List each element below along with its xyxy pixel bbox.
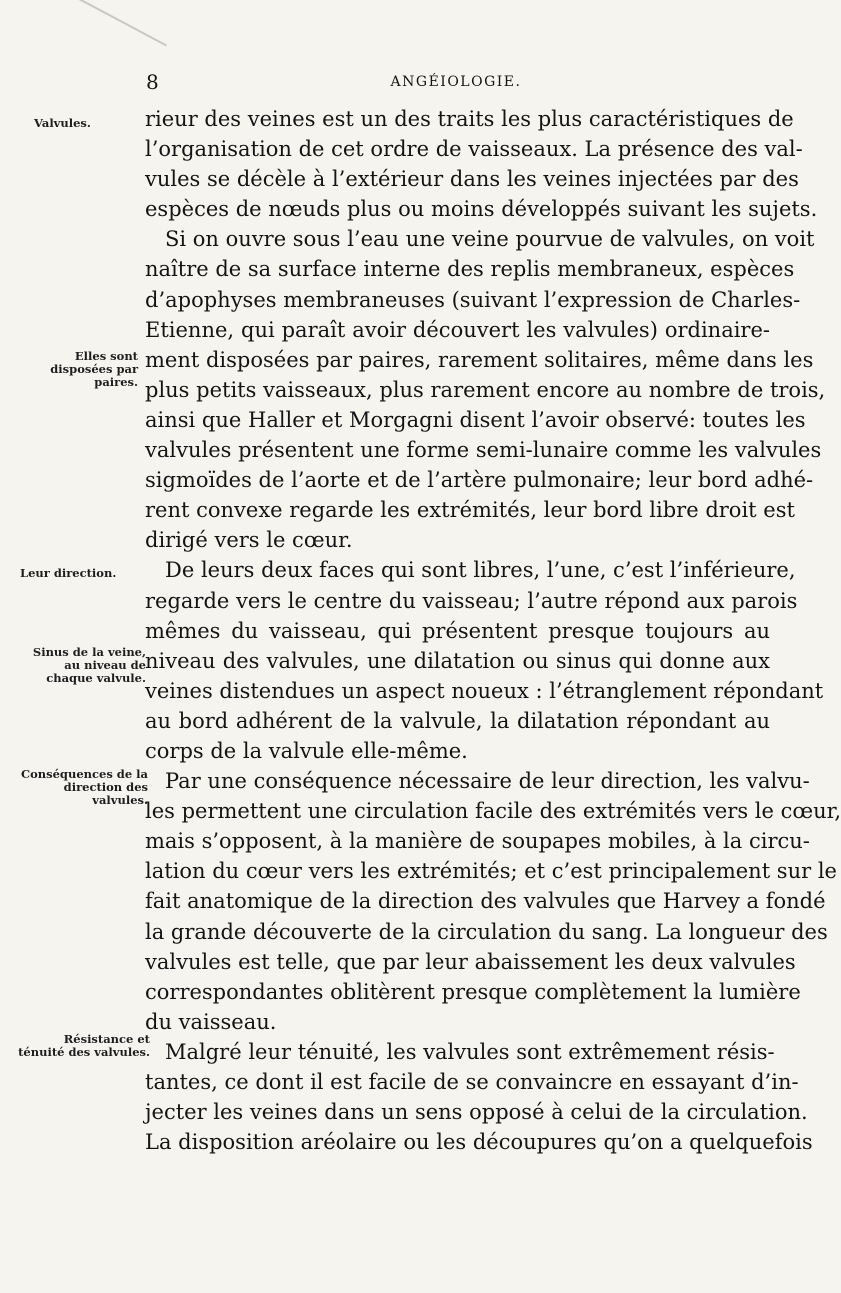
margin-note-paires: Elles sont disposées par paires. xyxy=(50,349,138,389)
text-line: plus petits vaisseaux, plus rarement encore au nombre de trois, xyxy=(145,377,826,402)
text-line: regarde vers le centre du vaisseau; l’autre répond aux parois xyxy=(145,588,798,613)
text-line: la grande découverte de la circulation du sang. La longueur des xyxy=(145,919,828,944)
text-line: La disposition aréolaire ou les découpures qu’on a quelquefois xyxy=(145,1130,813,1155)
text-line: ment disposées par paires, rarement solitaires, même dans les xyxy=(145,347,814,372)
running-head: ANGÉIOLOGIE. xyxy=(390,74,522,90)
page-header xyxy=(146,70,766,100)
margin-note-valvules: Valvules. xyxy=(34,116,91,130)
text-line: fait anatomique de la direction des valvules que Harvey a fondé xyxy=(145,889,826,914)
text-line: au bord adhérent de la valvule, la dilatation répondant au xyxy=(145,708,770,733)
text-line: valvules présentent une forme semi-lunaire comme les valvules xyxy=(145,438,822,463)
text-line: correspondantes oblitèrent presque complètement la lumière xyxy=(145,979,801,1004)
text-line: l’organisation de cet ordre de vaisseaux. La présence des val- xyxy=(145,137,803,162)
text-line: Par une conséquence nécessaire de leur direction, les valvu- xyxy=(165,769,810,794)
text-line: sigmoïdes de l’aorte et de l’artère pulmonaire; leur bord adhé- xyxy=(145,468,814,493)
text-line: mêmes du vaisseau, qui présentent presque toujours au xyxy=(145,618,770,643)
text-line: corps de la valvule elle-même. xyxy=(145,738,468,763)
text-line: rieur des veines est un des traits les plus caractéristiques de xyxy=(145,107,794,131)
text-line: du vaisseau. xyxy=(145,1009,277,1034)
text-line: dirigé vers le cœur. xyxy=(145,528,353,553)
text-line: rent convexe regarde les extrémités, leur bord libre droit est xyxy=(145,498,795,523)
text-line: lation du cœur vers les extrémités; et c’est principalement sur le xyxy=(145,859,837,884)
text-line: Si on ouvre sous l’eau une veine pourvue de valvules, on voit xyxy=(165,227,815,252)
text-line: mais s’opposent, à la manière de soupapes mobiles, à la circu- xyxy=(145,829,810,854)
text-line: vules se décèle à l’extérieur dans les veines injectées par des xyxy=(145,167,799,192)
text-line: Etienne, qui paraît avoir découvert les valvules) ordinaire- xyxy=(145,317,770,342)
text-line: niveau des valvules, une dilatation ou sinus qui donne aux xyxy=(145,648,770,673)
page-number: 8 xyxy=(146,70,159,94)
text-line: naître de sa surface interne des replis membraneux, espèces xyxy=(145,257,795,282)
text-line: espèces de nœuds plus ou moins développés suivant les sujets. xyxy=(145,197,818,222)
margin-note-sinus: Sinus de la veine, au niveau de chaque valvule. xyxy=(32,645,146,685)
text-line: d’apophyses membraneuses (suivant l’expression de Charles- xyxy=(145,287,801,312)
text-line: les permettent une circulation facile des extrémités vers le cœur, xyxy=(145,799,841,824)
margin-note-consequences: Conséquences de la direction des valvules. xyxy=(20,767,148,807)
text-line: De leurs deux faces qui sont libres, l’une, c’est l’inférieure, xyxy=(165,558,796,583)
margin-notes xyxy=(0,0,150,1293)
margin-note-direction: Leur direction. xyxy=(20,566,117,580)
text-line: jecter les veines dans un sens opposé à celui de la circulation. xyxy=(145,1100,808,1125)
text-line: Malgré leur ténuité, les valvules sont extrêmement résis- xyxy=(165,1039,775,1064)
text-line: veines distendues un aspect noueux : l’étranglement répondant xyxy=(145,678,824,703)
margin-note-resistance: Résistance et ténuité des valvules. xyxy=(18,1032,150,1059)
text-line: valvules est telle, que par leur abaissement les deux valvules xyxy=(145,949,796,974)
body-text xyxy=(145,104,841,1157)
text-line: ainsi que Haller et Morgagni disent l’avoir observé: toutes les xyxy=(145,407,806,432)
text-line: tantes, ce dont il est facile de se convaincre en essayant d’in- xyxy=(145,1070,799,1094)
